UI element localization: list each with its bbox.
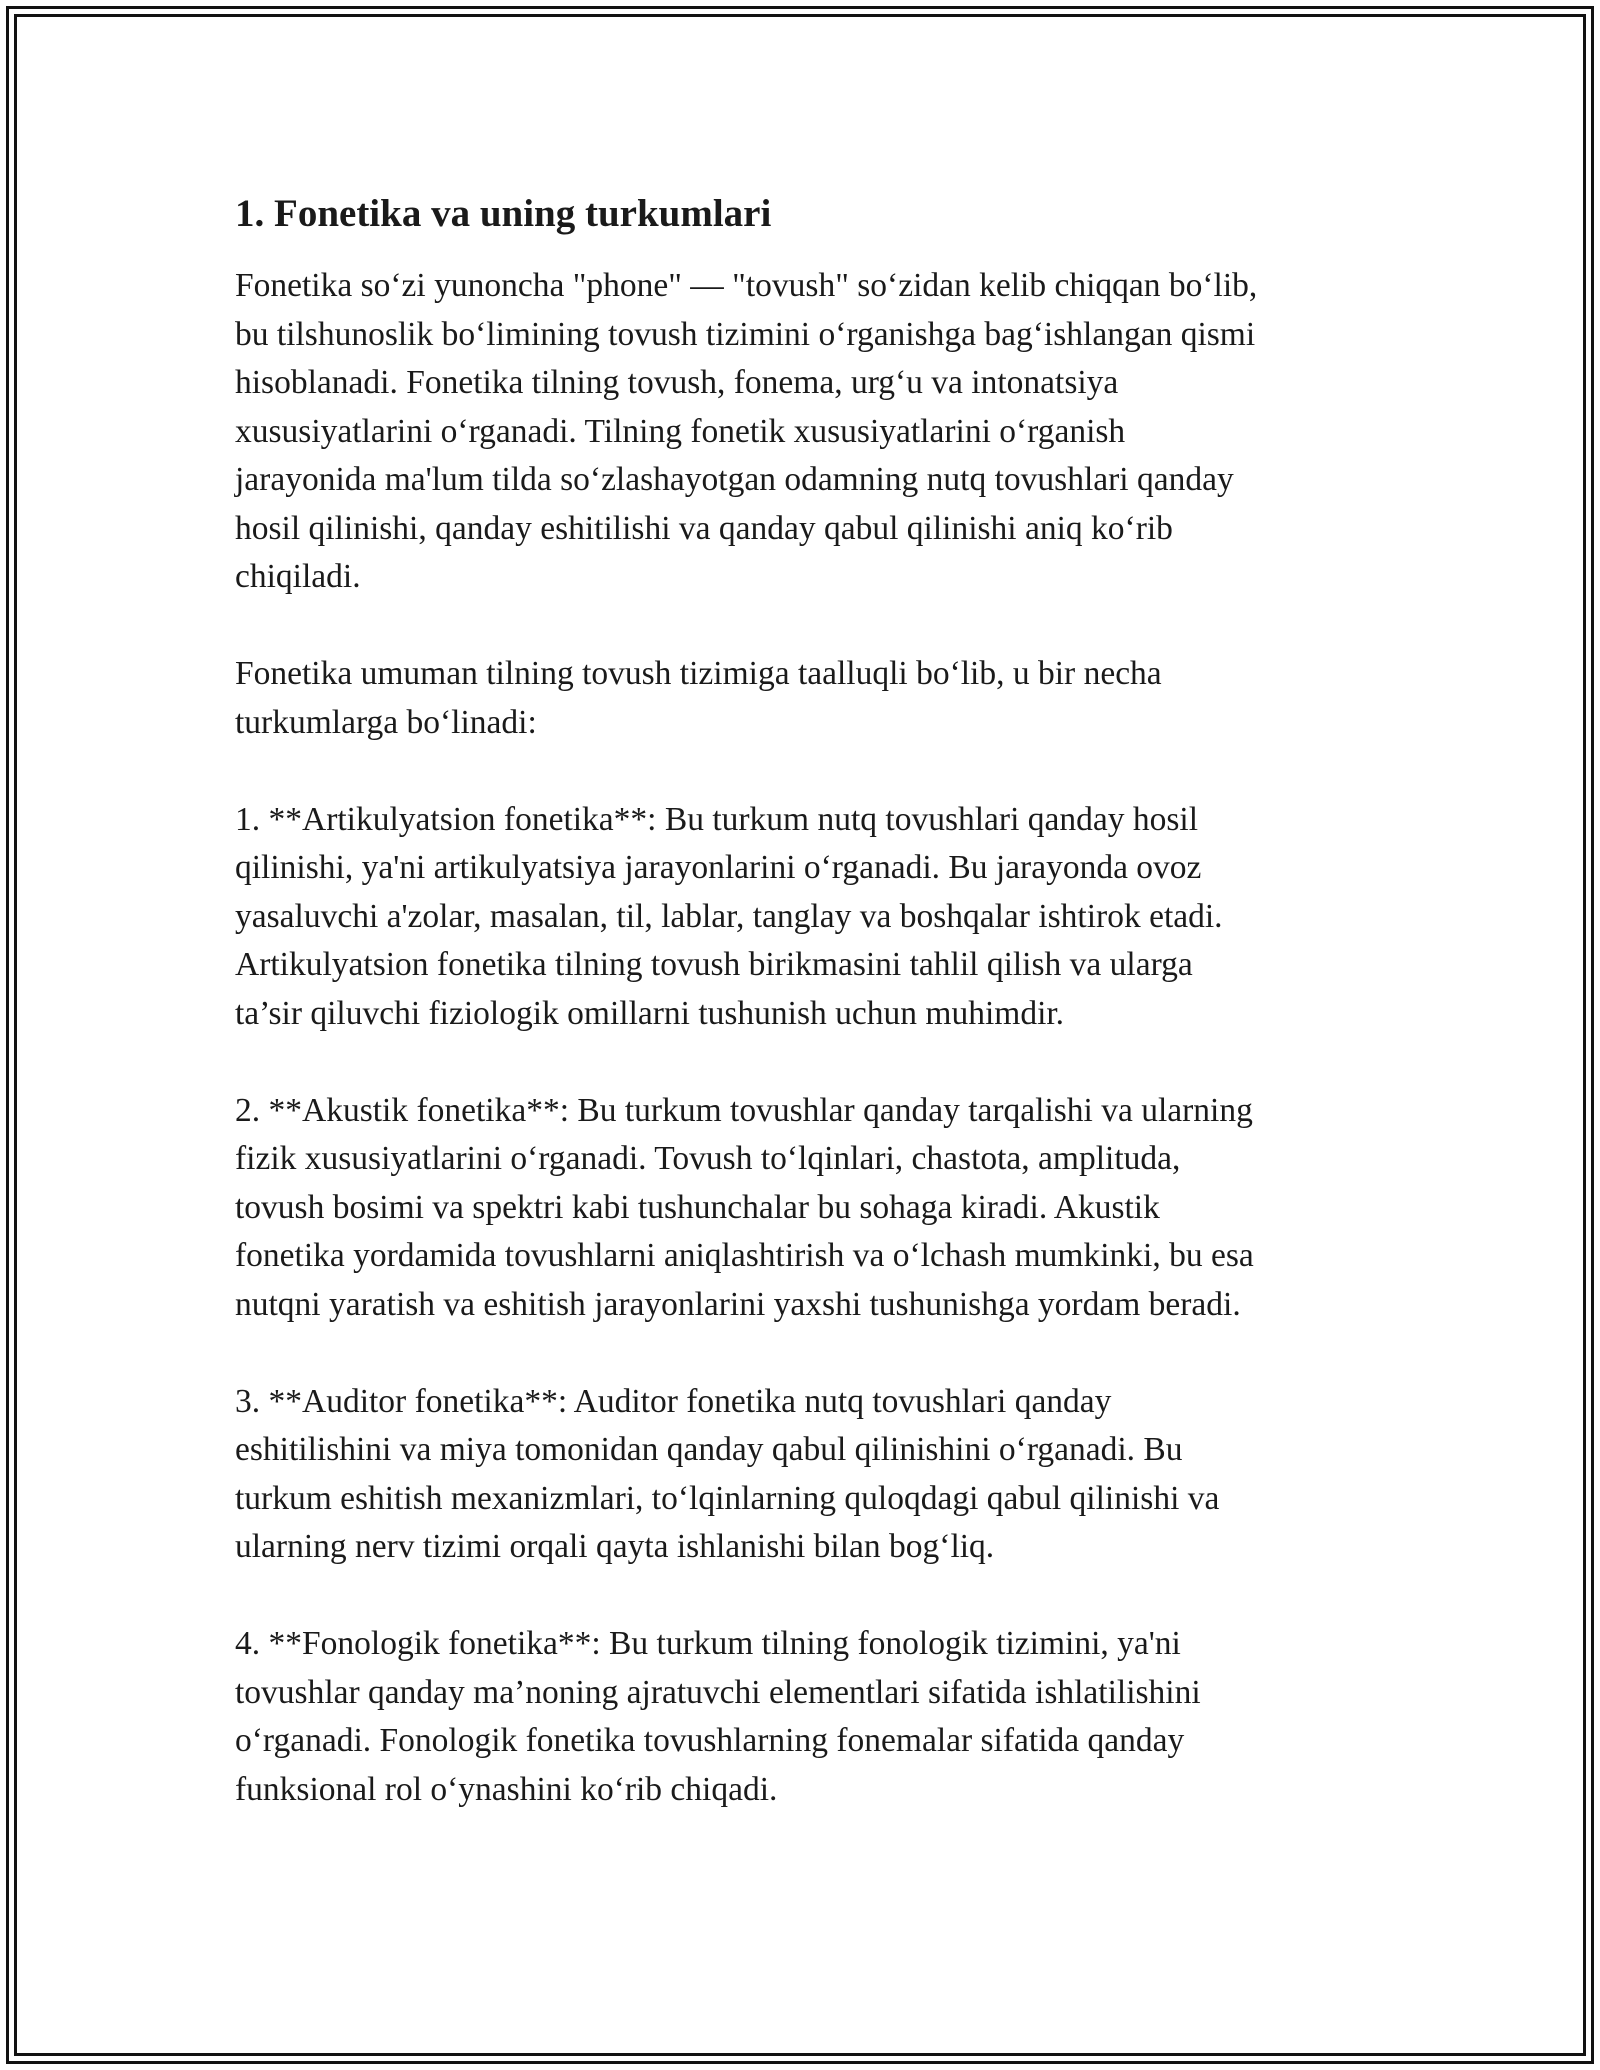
text-line: hosil qilinishi, qanday eshitilishi va qanday qabul qilinishi aniq ko‘rib: [235, 509, 1173, 547]
text-line: xususiyatlarini o‘rganadi. Tilning fonetik xususiyatlarini o‘rganish: [235, 412, 1126, 450]
text-line: 1. **Artikulyatsion fonetika**: Bu turkum nutq tovushlari qanday hosil: [235, 800, 1199, 838]
paragraph-intro: [235, 262, 1365, 602]
text-line: 2. **Akustik fonetika**: Bu turkum tovushlar qanday tarqalishi va ularning: [235, 1091, 1253, 1129]
document-body: [235, 186, 1365, 1863]
text-line: hisoblanadi. Fonetika tilning tovush, fonema, urg‘u va intonatsiya: [235, 364, 1119, 401]
text-line: 4. **Fonologik fonetika**: Bu turkum tilning fonologik tizimini, ya'ni: [235, 1625, 1181, 1662]
text-line: tovush bosimi va spektri kabi tushunchalar bu sohaga kiradi. Akustik: [235, 1188, 1160, 1226]
text-line: ta’sir qiluvchi fiziologik omillarni tushunish uchun muhimdir.: [235, 994, 1065, 1032]
text-line: eshitilishini va miya tomonidan qanday qabul qilinishini o‘rganadi. Bu: [235, 1431, 1183, 1468]
paragraph-item-4-phonological: [235, 1620, 1365, 1814]
text-line: qilinishi, ya'ni artikulyatsiya jarayonlarini o‘rganadi. Bu jarayonda ovoz: [235, 849, 1202, 886]
paragraph-item-1-articulatory: [235, 796, 1365, 1039]
text-line: o‘rganadi. Fonologik fonetika tovushlarning fonemalar sifatida qanday: [235, 1722, 1185, 1759]
text-line: 3. **Auditor fonetika**: Auditor fonetika nutq tovushlari qanday: [235, 1382, 1112, 1420]
text-line: chiqiladi.: [235, 558, 361, 595]
paragraph-item-2-acoustic: [235, 1087, 1365, 1330]
text-line: Artikulyatsion fonetika tilning tovush birikmasini tahlil qilish va ularga: [235, 946, 1193, 983]
text-line: ularning nerv tizimi orqali qayta ishlanishi bilan bog‘liq.: [235, 1528, 995, 1565]
paragraph-categories-intro: [235, 650, 1365, 747]
text-line: jarayonida ma'lum tilda so‘zlashayotgan odamning nutq tovushlari qanday: [235, 461, 1234, 498]
document-title: 1. Fonetika va uning turkumlari: [235, 192, 772, 235]
text-line: yasaluvchi a'zolar, masalan, til, lablar, tanglay va boshqalar ishtirok etadi.: [235, 897, 1223, 935]
text-line: Fonetika umuman tilning tovush tizimiga taalluqli bo‘lib, u bir necha: [235, 655, 1162, 692]
text-line: fizik xususiyatlarini o‘rganadi. Tovush to‘lqinlari, chastota, amplituda,: [235, 1140, 1181, 1177]
text-line: turkumlarga bo‘linadi:: [235, 703, 537, 741]
text-line: bu tilshunoslik bo‘limining tovush tizimini o‘rganishga bag‘ishlangan qismi: [235, 315, 1256, 353]
text-line: fonetika yordamida tovushlarni aniqlashtirish va o‘lchash mumkinki, bu esa: [235, 1237, 1254, 1274]
text-line: tovushlar qanday ma’noning ajratuvchi elementlari sifatida ishlatilishini: [235, 1673, 1201, 1711]
text-line: turkum eshitish mexanizmlari, to‘lqinlarning quloqdagi qabul qilinishi va: [235, 1479, 1220, 1517]
paragraph-item-3-auditory: [235, 1378, 1365, 1572]
text-line: nutqni yaratish va eshitish jarayonlarini yaxshi tushunishga yordam beradi.: [235, 1285, 1241, 1323]
text-line: funksional rol o‘ynashini ko‘rib chiqadi.: [235, 1770, 778, 1808]
text-line: Fonetika so‘zi yunoncha "phone" — "tovush" so‘zidan kelib chiqqan bo‘lib,: [235, 267, 1258, 304]
